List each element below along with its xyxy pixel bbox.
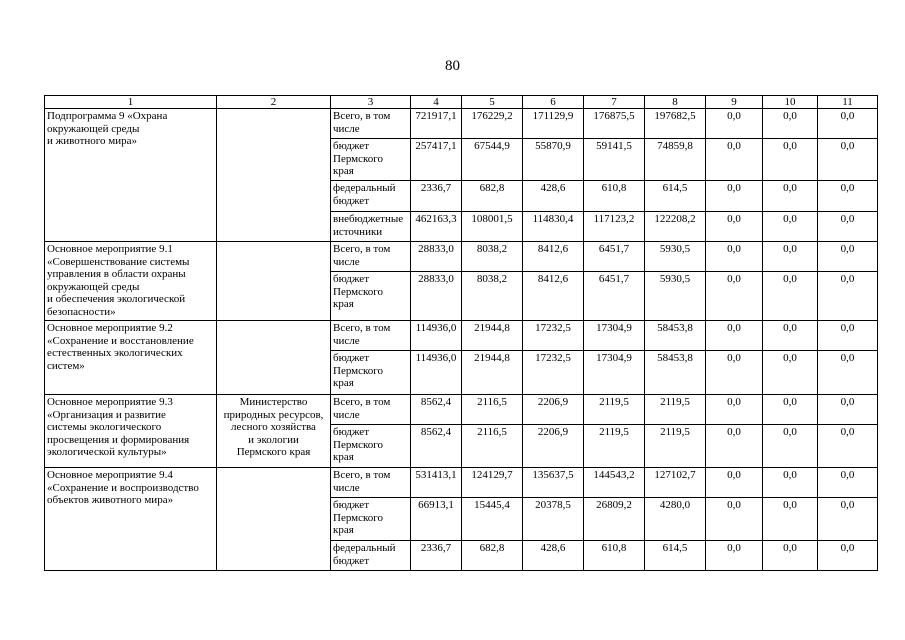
value-cell: 117123,2: [584, 212, 645, 242]
text-line: края: [333, 165, 354, 177]
program-name-cell: [45, 321, 217, 395]
text-line: объектов животного мира»: [47, 494, 174, 506]
value-cell: 0,0: [818, 395, 878, 425]
value-cell: 2119,5: [584, 425, 645, 468]
funding-source-cell: [331, 109, 411, 139]
text-line: Пермского: [333, 438, 384, 451]
column-header: 8: [645, 96, 706, 109]
text-line: «Сохранение и воспроизводство: [47, 481, 199, 494]
value-cell: 17232,5: [523, 321, 584, 351]
value-cell: 0,0: [818, 425, 878, 468]
program-name-cell: [45, 242, 217, 321]
responsible-executor-cell: [217, 321, 331, 395]
text-line: Основное мероприятие 9.4: [47, 469, 173, 481]
text-line: Пермского: [333, 152, 384, 165]
value-cell: 21944,8: [462, 321, 523, 351]
value-cell: 28833,0: [411, 242, 462, 272]
value-cell: 0,0: [818, 181, 878, 212]
text-line: лесного хозяйства: [231, 421, 316, 433]
program-name-cell: [45, 468, 217, 571]
value-cell: 0,0: [706, 242, 763, 272]
text-line: бюджет: [333, 499, 369, 511]
text-line: Основное мероприятие 9.3: [47, 396, 173, 408]
value-cell: 55870,9: [523, 139, 584, 181]
column-header: 4: [411, 96, 462, 109]
text-line: Министерство: [239, 396, 308, 408]
value-cell: 8562,4: [411, 425, 462, 468]
text-line: края: [333, 451, 354, 463]
funding-source-cell: [331, 272, 411, 321]
value-cell: 2119,5: [584, 395, 645, 425]
column-header: 7: [584, 96, 645, 109]
text-line: Всего, в том: [333, 469, 391, 481]
table-row: [45, 468, 878, 498]
value-cell: 5930,5: [645, 272, 706, 321]
value-cell: 0,0: [706, 395, 763, 425]
value-cell: 8412,6: [523, 242, 584, 272]
value-cell: 2336,7: [411, 181, 462, 212]
value-cell: 0,0: [706, 181, 763, 212]
column-header: 10: [763, 96, 818, 109]
text-line: Всего, в том: [333, 396, 391, 408]
value-cell: 428,6: [523, 181, 584, 212]
text-line: края: [333, 298, 354, 310]
value-cell: 614,5: [645, 541, 706, 571]
text-line: числе: [333, 481, 360, 494]
value-cell: 0,0: [763, 498, 818, 541]
text-line: Всего, в том: [333, 243, 391, 255]
table-row: [45, 109, 878, 139]
value-cell: 114936,0: [411, 351, 462, 395]
value-cell: 2116,5: [462, 425, 523, 468]
value-cell: 721917,1: [411, 109, 462, 139]
text-line: края: [333, 524, 354, 536]
funding-source-cell: [331, 425, 411, 468]
text-line: бюджет: [333, 194, 369, 207]
value-cell: 59141,5: [584, 139, 645, 181]
value-cell: 21944,8: [462, 351, 523, 395]
value-cell: 0,0: [818, 272, 878, 321]
value-cell: 0,0: [763, 139, 818, 181]
text-line: числе: [333, 334, 360, 347]
value-cell: 2206,9: [523, 425, 584, 468]
text-line: просвещения и формирования: [47, 433, 190, 446]
value-cell: 66913,1: [411, 498, 462, 541]
text-line: бюджет: [333, 426, 369, 438]
value-cell: 17232,5: [523, 351, 584, 395]
value-cell: 2206,9: [523, 395, 584, 425]
header-row: [45, 96, 878, 109]
value-cell: 0,0: [818, 139, 878, 181]
value-cell: 682,8: [462, 181, 523, 212]
text-line: Пермского края: [236, 446, 311, 458]
value-cell: 0,0: [763, 395, 818, 425]
value-cell: 0,0: [818, 242, 878, 272]
value-cell: 6451,7: [584, 272, 645, 321]
text-line: бюджет: [333, 140, 369, 152]
value-cell: 144543,2: [584, 468, 645, 498]
value-cell: 4280,0: [645, 498, 706, 541]
value-cell: 197682,5: [645, 109, 706, 139]
value-cell: 462163,3: [411, 212, 462, 242]
value-cell: 0,0: [818, 498, 878, 541]
text-line: края: [333, 377, 354, 389]
budget-table: [44, 95, 878, 571]
text-line: «Организация и развитие: [47, 408, 166, 421]
value-cell: 0,0: [763, 351, 818, 395]
program-name-cell: [45, 395, 217, 468]
value-cell: 0,0: [818, 468, 878, 498]
value-cell: 0,0: [763, 181, 818, 212]
text-line: бюджет: [333, 554, 369, 567]
column-header: 5: [462, 96, 523, 109]
table-row: [45, 395, 878, 425]
funding-source-cell: [331, 242, 411, 272]
text-line: Всего, в том: [333, 322, 391, 334]
value-cell: 17304,9: [584, 351, 645, 395]
value-cell: 8562,4: [411, 395, 462, 425]
value-cell: 0,0: [706, 139, 763, 181]
value-cell: 0,0: [706, 212, 763, 242]
text-line: внебюджетные: [333, 213, 404, 225]
value-cell: 0,0: [763, 321, 818, 351]
text-line: Подпрограмма 9 «Охрана: [47, 110, 168, 122]
text-line: «Совершенствование системы: [47, 255, 190, 268]
text-line: управления в области охраны: [47, 268, 186, 280]
value-cell: 0,0: [763, 468, 818, 498]
value-cell: 257417,1: [411, 139, 462, 181]
funding-source-cell: [331, 181, 411, 212]
value-cell: 0,0: [763, 541, 818, 571]
funding-source-cell: [331, 468, 411, 498]
text-line: системы экологического: [47, 421, 162, 433]
value-cell: 0,0: [763, 242, 818, 272]
value-cell: 74859,8: [645, 139, 706, 181]
text-line: и обеспечения экологической: [47, 293, 186, 305]
value-cell: 0,0: [818, 541, 878, 571]
value-cell: 0,0: [706, 498, 763, 541]
text-line: Пермского: [333, 285, 384, 298]
value-cell: 0,0: [706, 425, 763, 468]
responsible-executor-cell: [217, 468, 331, 571]
value-cell: 15445,4: [462, 498, 523, 541]
value-cell: 428,6: [523, 541, 584, 571]
value-cell: 682,8: [462, 541, 523, 571]
funding-source-cell: [331, 498, 411, 541]
text-line: Основное мероприятие 9.2: [47, 322, 173, 334]
column-header: 9: [706, 96, 763, 109]
value-cell: 135637,5: [523, 468, 584, 498]
text-line: числе: [333, 255, 360, 268]
text-line: и экологии: [248, 433, 299, 446]
value-cell: 2119,5: [645, 395, 706, 425]
funding-source-cell: [331, 321, 411, 351]
value-cell: 0,0: [706, 321, 763, 351]
text-line: числе: [333, 408, 360, 421]
value-cell: 28833,0: [411, 272, 462, 321]
value-cell: 0,0: [706, 468, 763, 498]
column-header: 1: [45, 96, 217, 109]
value-cell: 0,0: [706, 272, 763, 321]
value-cell: 124129,7: [462, 468, 523, 498]
value-cell: 0,0: [763, 212, 818, 242]
text-line: природных ресурсов,: [223, 408, 324, 421]
text-line: бюджет: [333, 273, 369, 285]
value-cell: 0,0: [818, 321, 878, 351]
text-line: федеральный: [333, 542, 396, 554]
value-cell: 58453,8: [645, 321, 706, 351]
funding-source-cell: [331, 139, 411, 181]
value-cell: 0,0: [818, 351, 878, 395]
text-line: естественных экологических: [47, 347, 183, 359]
text-line: Пермского: [333, 511, 384, 524]
funding-source-cell: [331, 351, 411, 395]
value-cell: 0,0: [763, 425, 818, 468]
value-cell: 0,0: [818, 109, 878, 139]
text-line: окружающей среды: [47, 280, 140, 293]
value-cell: 0,0: [763, 272, 818, 321]
text-line: Пермского: [333, 364, 384, 377]
funding-source-cell: [331, 395, 411, 425]
value-cell: 114936,0: [411, 321, 462, 351]
value-cell: 17304,9: [584, 321, 645, 351]
column-header: 3: [331, 96, 411, 109]
funding-source-cell: [331, 212, 411, 242]
text-line: источники: [333, 225, 383, 238]
value-cell: 67544,9: [462, 139, 523, 181]
text-line: числе: [333, 122, 360, 135]
text-line: окружающей среды: [47, 122, 140, 135]
responsible-executor-cell: [217, 242, 331, 321]
value-cell: 26809,2: [584, 498, 645, 541]
column-header: 2: [217, 96, 331, 109]
value-cell: 0,0: [763, 109, 818, 139]
value-cell: 176875,5: [584, 109, 645, 139]
value-cell: 2116,5: [462, 395, 523, 425]
value-cell: 8412,6: [523, 272, 584, 321]
table-row: [45, 321, 878, 351]
value-cell: 6451,7: [584, 242, 645, 272]
text-line: федеральный: [333, 182, 396, 194]
value-cell: 2336,7: [411, 541, 462, 571]
value-cell: 0,0: [818, 212, 878, 242]
column-header: 6: [523, 96, 584, 109]
value-cell: 610,8: [584, 181, 645, 212]
value-cell: 8038,2: [462, 242, 523, 272]
text-line: и животного мира»: [47, 135, 138, 147]
value-cell: 127102,7: [645, 468, 706, 498]
text-line: безопасности»: [47, 305, 116, 318]
text-line: бюджет: [333, 352, 369, 364]
value-cell: 531413,1: [411, 468, 462, 498]
value-cell: 58453,8: [645, 351, 706, 395]
text-line: Основное мероприятие 9.1: [47, 243, 173, 255]
value-cell: 5930,5: [645, 242, 706, 272]
value-cell: 0,0: [706, 109, 763, 139]
responsible-executor-cell: [217, 109, 331, 242]
funding-source-cell: [331, 541, 411, 571]
program-name-cell: [45, 109, 217, 242]
text-line: систем»: [47, 359, 85, 372]
table-row: [45, 242, 878, 272]
value-cell: 108001,5: [462, 212, 523, 242]
value-cell: 610,8: [584, 541, 645, 571]
page-number: 80: [445, 58, 460, 74]
value-cell: 114830,4: [523, 212, 584, 242]
value-cell: 20378,5: [523, 498, 584, 541]
value-cell: 0,0: [706, 351, 763, 395]
value-cell: 614,5: [645, 181, 706, 212]
value-cell: 122208,2: [645, 212, 706, 242]
responsible-executor-cell: [217, 395, 331, 468]
text-line: экологической культуры»: [47, 446, 167, 458]
value-cell: 176229,2: [462, 109, 523, 139]
text-line: Всего, в том: [333, 110, 391, 122]
value-cell: 0,0: [706, 541, 763, 571]
value-cell: 8038,2: [462, 272, 523, 321]
value-cell: 171129,9: [523, 109, 584, 139]
value-cell: 2119,5: [645, 425, 706, 468]
text-line: «Сохранение и восстановление: [47, 334, 194, 347]
column-header: 11: [818, 96, 878, 109]
